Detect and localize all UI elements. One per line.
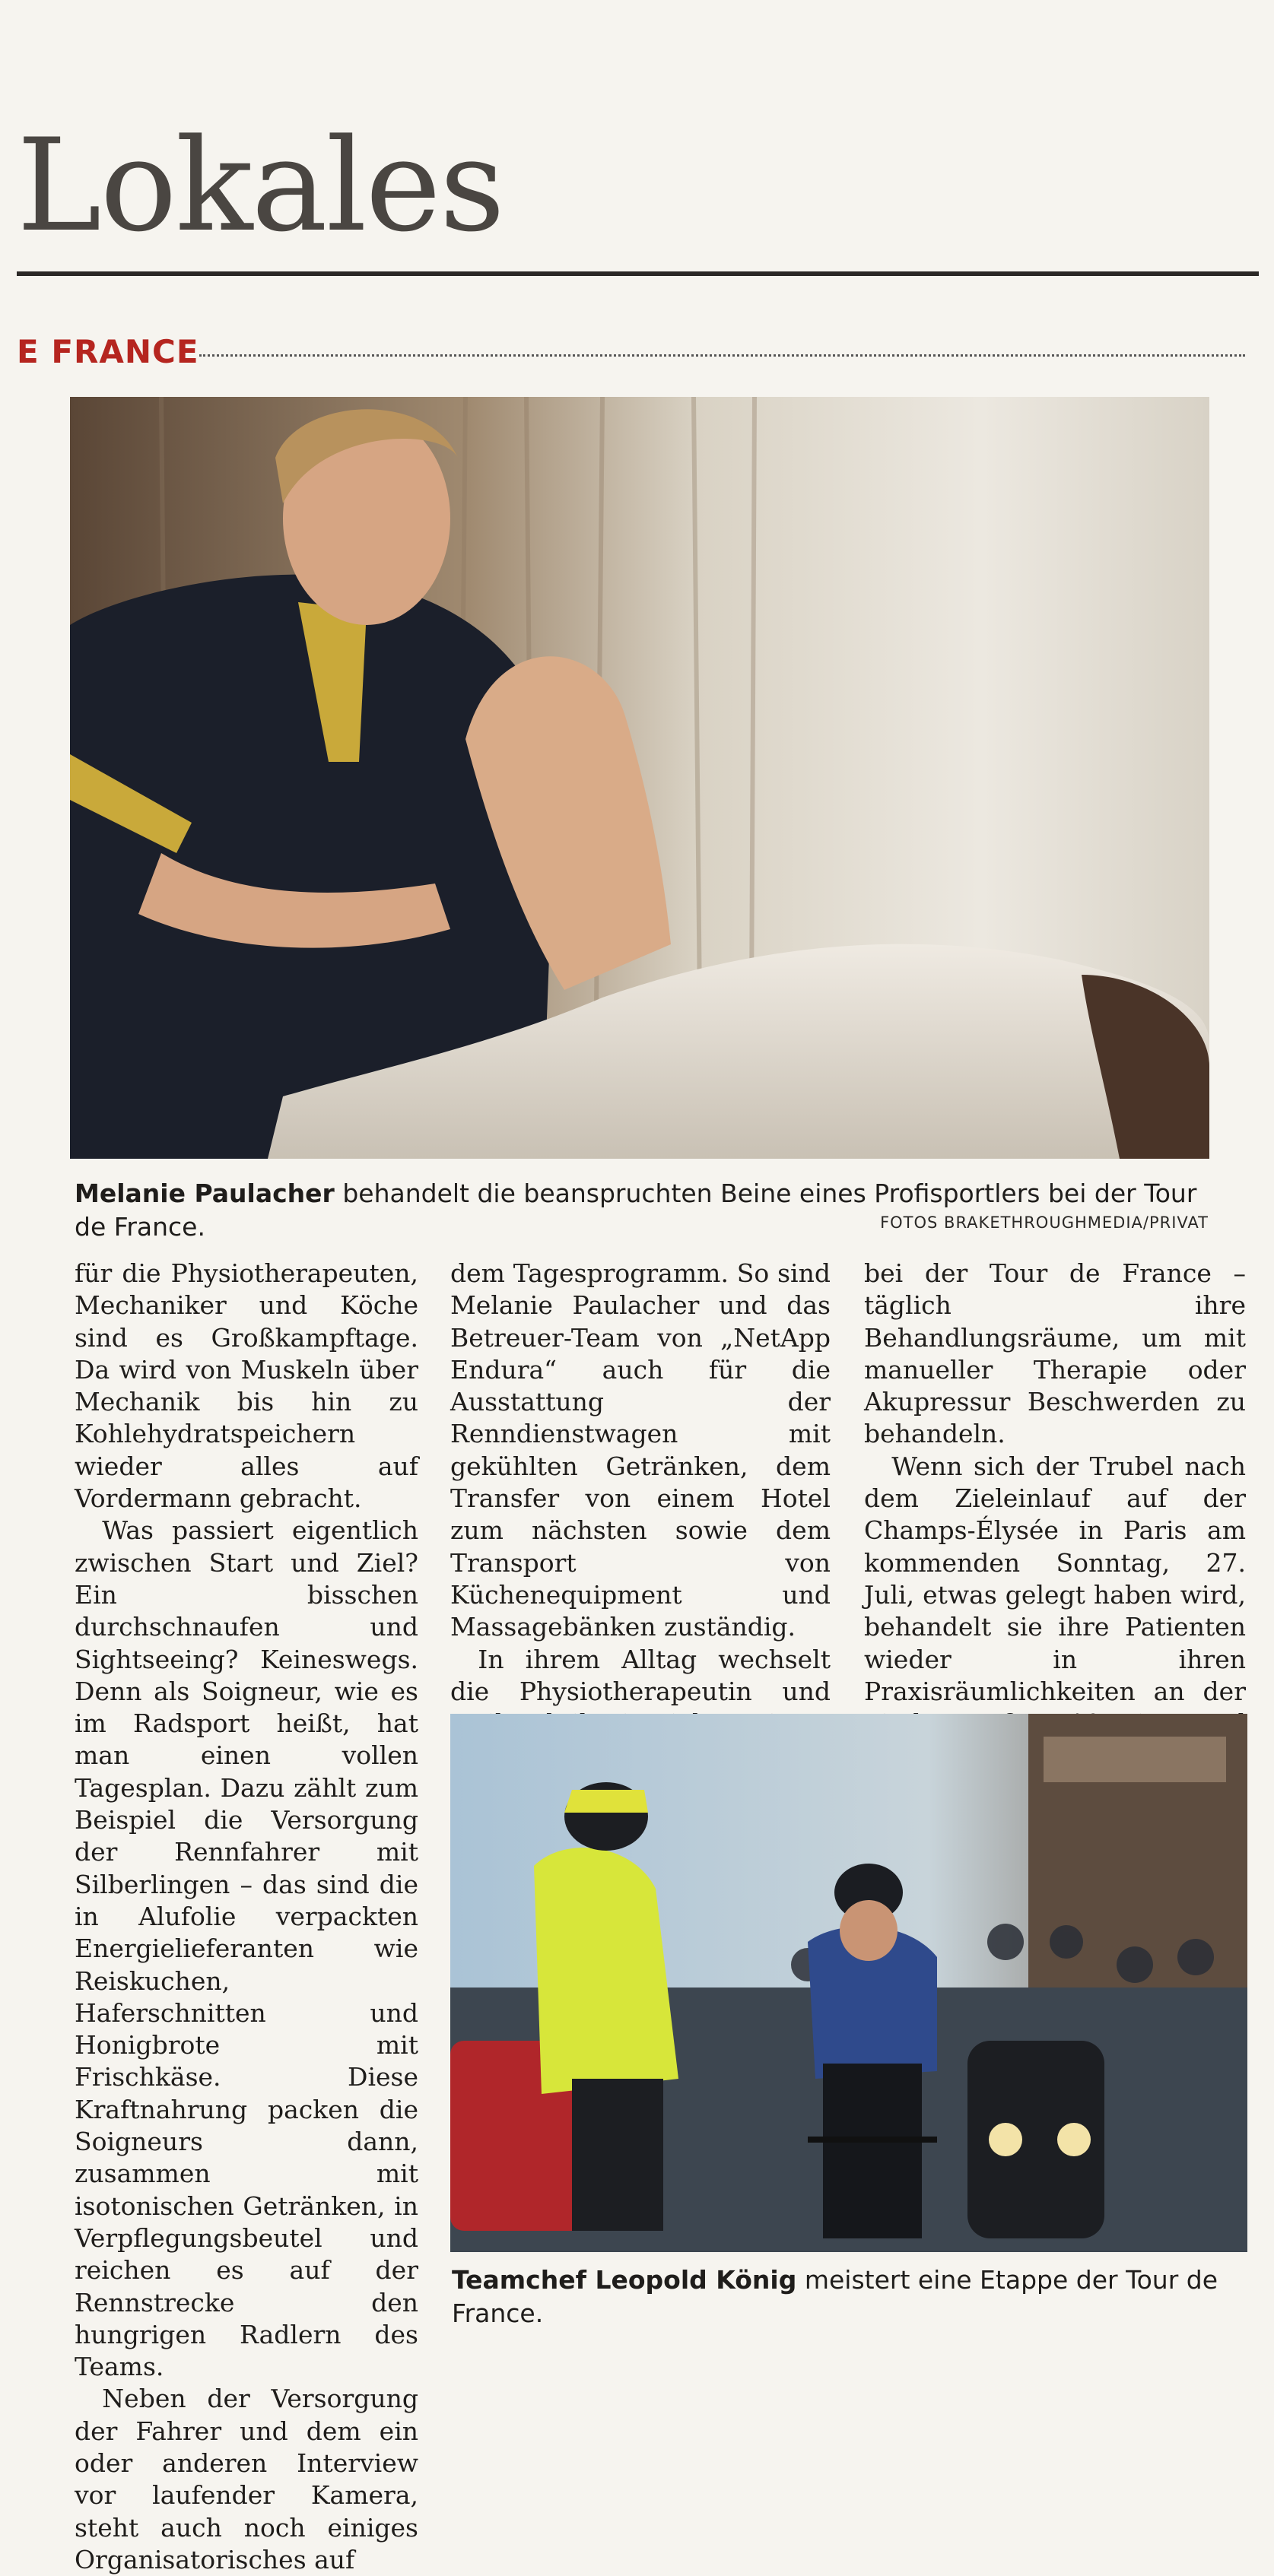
article-column-3 [864, 1258, 1246, 1772]
section-kicker: E FRANCE [17, 333, 199, 370]
caption-text: behandelt die beanspruchten Beine eines Profisportlers bei der Tour de France. [75, 1179, 1197, 1242]
photo-credit: FOTOS BRAKETHROUGHMEDIA/PRIVAT [880, 1213, 1209, 1232]
paragraph: für die Physiotherapeuten, Mechaniker und Köche sind es Großkampftage. Da wird von Muskeln über Mechanik bis hin zu Kohlehydratspeichern wieder alles auf Vordermann gebracht. [75, 1258, 418, 1514]
caption-name: Melanie Paulacher [75, 1179, 335, 1208]
article-column-2 [450, 1258, 831, 1740]
caption-text: meistert eine Etappe der Tour de France. [452, 2265, 1218, 2328]
section-title: Lokales [17, 111, 504, 260]
article-column-1 [75, 1258, 418, 2576]
paragraph: Was passiert eigentlich zwischen Start und Ziel? Ein bisschen durchschnaufen und Sightseeing? Keineswegs. Denn als Soigneur, wie es im Radsport heißt, hat man einen vollen Tagesplan. Dazu zählt zum Beispiel die Versorgung der Rennfahrer mit Silberlingen – das sind die in Alufolie verpackten Energielieferanten wie Reiskuchen, Haferschnitten und Honigbrote mit Frischkäse. Diese Kraftnahrung packen die Soigneurs dann, zusammen mit isotonischen Getränken, in Verpflegungsbeutel und reichen es auf der Rennstrecke den hungrigen Radlern des Teams. [75, 1515, 418, 2382]
dotted-rule [199, 354, 1245, 357]
paragraph: bei der Tour de France – täglich ihre Behandlungsräume, um mit manueller Therapie oder Akupressur Beschwerden zu behandeln. [864, 1258, 1246, 1449]
photo-caption-1 [75, 1177, 1215, 1244]
paragraph: Wenn sich der Trubel nach dem Zieleinlauf auf der Champs-Élysée in Paris am kommenden Sonntag, 27. Juli, etwas gelegt haben wird, behandelt sie ihre Patienten wieder in ihren Praxisräumlichkeiten an der [864, 1451, 1246, 1706]
paragraph: In ihrem Alltag wechselt die Physiotherapeutin und [450, 1644, 831, 1706]
photo-caption-2 [452, 2264, 1250, 2330]
paragraph: Neben der Versorgung der Fahrer und dem ein oder anderen Interview vor laufender Kamera, steht auch noch einiges Organisatorisches auf [75, 2384, 418, 2574]
massage-photo [70, 397, 1209, 1159]
header-rule [17, 271, 1259, 276]
caption-name: Teamchef Leopold König [452, 2265, 797, 2295]
cycling-photo [450, 1714, 1247, 2252]
paragraph: dem Tagesprogramm. So sind Melanie Paulacher und das Betreuer-Team von „NetApp Endura“ auch für die Ausstattung der Renndienstwagen mit gekühlten Getränken, dem Transfer von einem Hotel zum nächsten sowie dem Transport von Küchenequipment und Massagebänken zuständig. [450, 1258, 831, 1642]
